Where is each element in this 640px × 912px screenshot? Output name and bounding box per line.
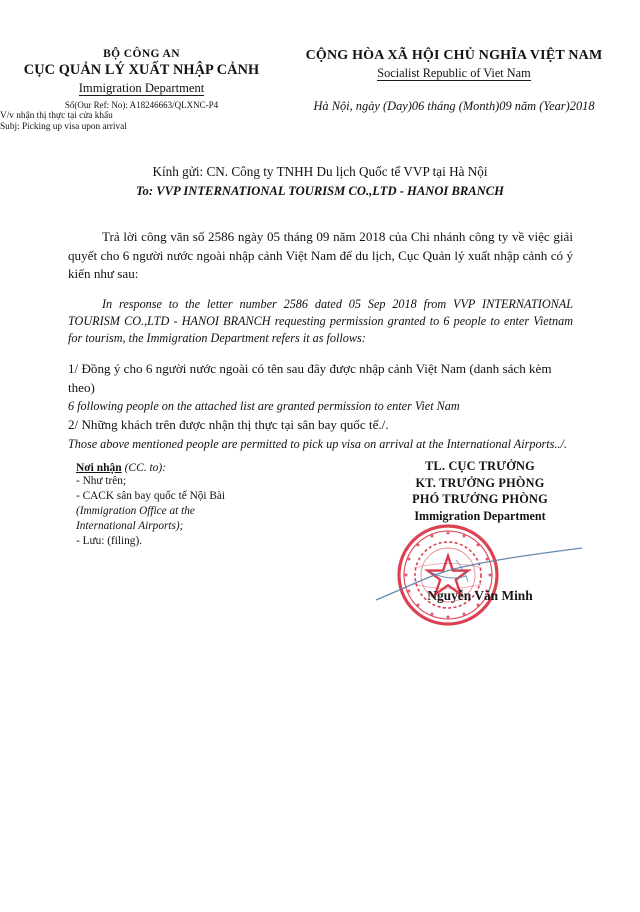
- cc-line: - Lưu: (filing).: [76, 535, 143, 548]
- subject-en: Subj: Picking up visa upon arrival: [0, 122, 127, 132]
- reference-number: Số(Our Ref: No): A18246663/QLXNC-P4: [64, 100, 219, 110]
- item-2-en: Those above mentioned people are permitted to pick up visa on arrival at the International Airports../.: [68, 436, 567, 451]
- signature-title-line-1: TL. CỤC TRƯỞNG: [425, 459, 535, 473]
- item-1-en: 6 following people on the attached list are granted permission to enter Viet Nam: [68, 399, 460, 414]
- item-1-vn: 1/ Đồng ý cho 6 người nước ngoài có tên sau đây được nhập cảnh Việt Nam (danh sách kèm theo): [68, 360, 552, 395]
- cc-title-bold: Nơi nhận: [76, 462, 122, 474]
- ministry-name: BỘ CÔNG AN: [103, 48, 180, 60]
- cc-block: [76, 462, 326, 549]
- intro-paragraph-en: In response to the letter number 2586 dated 05 Sep 2018 from VVP INTERNATIONAL TOURISM CO.,LTD - HANOI BRANCH requesting permission granted to 6 people to enter Vietnam for tourism, the Immigration Department refers it as follows:: [68, 296, 573, 345]
- signer-name: Nguyễn Văn Minh: [427, 588, 533, 603]
- stamp-and-signature-area: [350, 520, 610, 630]
- department-name-vn: CỤC QUẢN LÝ XUẤT NHẬP CẢNH: [23, 62, 260, 78]
- subject-vn: V/v nhận thị thực tại cửa khẩu: [0, 111, 113, 121]
- cc-title: [76, 462, 326, 474]
- document-header: [0, 48, 640, 132]
- recipient-en: To: VVP INTERNATIONAL TOURISM CO.,LTD - HANOI BRANCH: [136, 184, 504, 198]
- country-name-en: Socialist Republic of Viet Nam: [377, 66, 531, 80]
- cc-line: - Như trên;: [76, 475, 127, 487]
- department-name-en: Immigration Department: [78, 81, 205, 95]
- cc-line: International Airports);: [76, 520, 184, 533]
- signature-title-line-2: KT. TRƯỞNG PHÒNG: [415, 475, 545, 490]
- intro-paragraph-vn: Trả lời công văn số 2586 ngày 05 tháng 09 năm 2018 của Chi nhánh công ty về việc giải quyết cho 6 người nước ngoài nhập cảnh Việt Nam để du lịch, Cục Quản lý xuất nhập cảnh có ý kiến như sau:: [68, 229, 573, 282]
- document-body: [68, 228, 573, 453]
- country-name-vn: CỘNG HÒA XÃ HỘI CHỦ NGHĨA VIỆT NAM: [305, 48, 603, 63]
- recipient-vn: Kính gửi: CN. Công ty TNHH Du lịch Quốc tế VVP tại Hà Nội: [152, 164, 488, 179]
- cc-line: - CACK sân bay quốc tế Nội Bài: [76, 490, 226, 503]
- signature-title-line-3: PHÓ TRƯỞNG PHÒNG: [412, 492, 548, 507]
- dateline: Hà Nội, ngày (Day)06 tháng (Month)09 năm (Year)2018: [313, 99, 595, 113]
- handwritten-signature: [370, 528, 585, 618]
- cc-title-italic: (CC. to):: [121, 462, 167, 474]
- signature-department: Immigration Department: [414, 509, 546, 524]
- signature-title-block: [350, 458, 610, 525]
- header-left-block: [0, 48, 269, 132]
- item-2-vn: 2/ Những khách trên được nhận thị thực tại sân bay quốc tế./.: [68, 417, 389, 433]
- subject-block: [0, 111, 269, 132]
- header-right-block: [269, 48, 639, 114]
- recipient-block: [0, 164, 640, 199]
- cc-line: (Immigration Office at the: [76, 505, 195, 518]
